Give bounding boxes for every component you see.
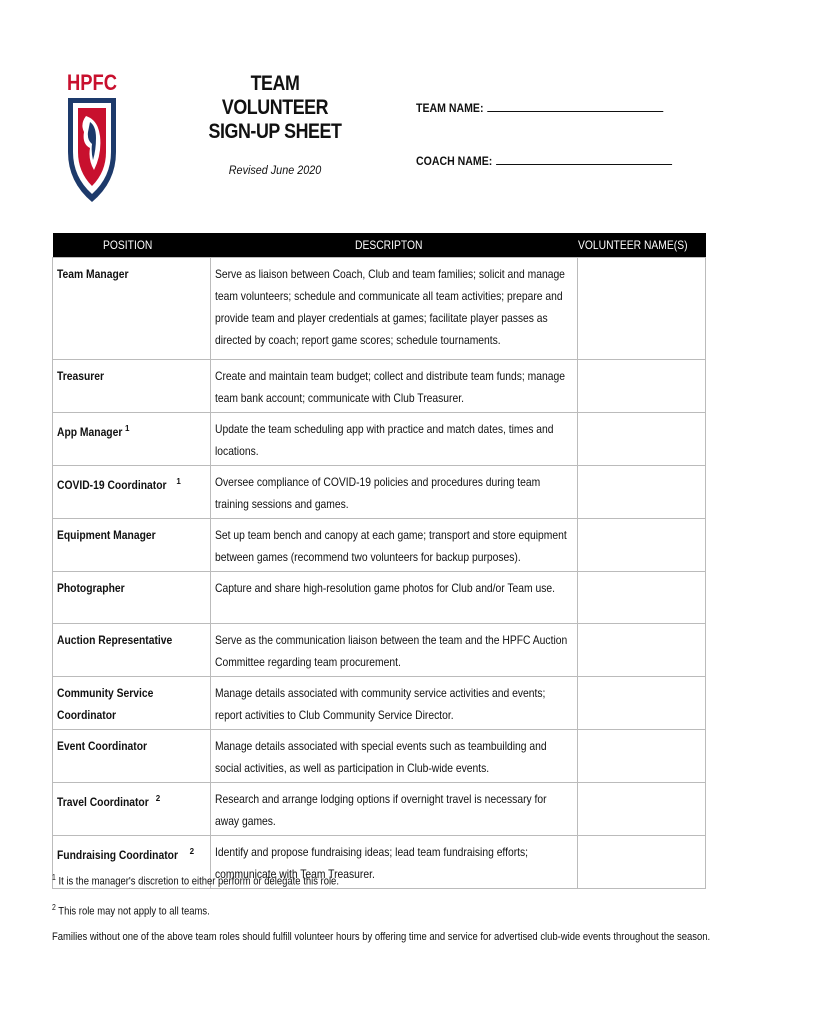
- footnotes: [52, 870, 817, 955]
- volunteer-name-cell[interactable]: [577, 730, 705, 783]
- position-name: App Manager: [57, 425, 123, 439]
- volunteer-name-cell[interactable]: [577, 360, 705, 413]
- position-cell: [53, 360, 211, 413]
- table-row: [53, 360, 706, 413]
- position-name: Fundraising Coordinator: [57, 848, 178, 862]
- description-text: Update the team scheduling app with practice and match dates, times and locations.: [215, 422, 554, 458]
- footnote-marker: 1: [125, 424, 130, 433]
- position-name: Equipment Manager: [57, 528, 156, 542]
- table-row: [53, 783, 706, 836]
- table-row: [53, 413, 706, 466]
- position-cell: [53, 677, 211, 730]
- position-cell: [53, 413, 211, 466]
- description-cell: [211, 624, 578, 677]
- position-name: Event Coordinator: [57, 739, 148, 753]
- column-header-volunteer: VOLUNTEER NAME(S): [577, 233, 705, 258]
- coach-name-label: COACH NAME:: [416, 154, 493, 168]
- description-text: Oversee compliance of COVID-19 policies and procedures during team training sessions and games.: [215, 475, 541, 511]
- column-header-description: DESCRIPTON: [211, 233, 578, 258]
- volunteer-name-cell[interactable]: [577, 624, 705, 677]
- position-cell: [53, 519, 211, 572]
- description-text: Serve as liaison between Coach, Club and team families; solicit and manage team volunteers; schedule and communicate all team activities; prepare and provide team and player credentials at games; facilitate player passes as directed by coach; report game scores; schedule tournaments.: [215, 267, 565, 347]
- description-cell: [211, 783, 578, 836]
- table-row: [53, 572, 706, 624]
- hpfc-logo: [64, 66, 120, 206]
- position-name: Travel Coordinator: [57, 795, 149, 809]
- description-cell: [211, 360, 578, 413]
- footnote-2: $^2$ This role may not apply to all teams.: [52, 902, 210, 918]
- description-text: Set up team bench and canopy at each game; transport and store equipment between games (recommend two volunteers for backup purposes).: [215, 528, 567, 564]
- position-cell: [53, 572, 211, 624]
- description-text: Identify and propose fundraising ideas; lead team fundraising efforts; communicate with Team Treasurer.: [215, 845, 529, 881]
- position-cell: [53, 730, 211, 783]
- table-row: [53, 519, 706, 572]
- position-name: Auction Representative: [57, 633, 173, 647]
- description-text: Create and maintain team budget; collect and distribute team funds; manage team bank account; communicate with Club Treasurer.: [215, 369, 565, 405]
- footnote-marker: 1: [176, 477, 181, 486]
- description-cell: [211, 466, 578, 519]
- volunteer-name-cell[interactable]: [577, 572, 705, 624]
- footnote-1: $^1$ It is the manager's discretion to either perform or delegate this role.: [52, 873, 339, 888]
- volunteer-name-cell[interactable]: [577, 519, 705, 572]
- position-cell: [53, 258, 211, 360]
- table-row: [53, 466, 706, 519]
- position-name: COVID-19 Coordinator: [57, 478, 167, 492]
- volunteer-name-cell[interactable]: [577, 466, 705, 519]
- families-note: Families without one of the above team roles should fulfill volunteer hours by offering time and service for advertised club-wide events throughout the season.: [52, 931, 711, 944]
- description-cell: [211, 730, 578, 783]
- volunteer-name-cell[interactable]: [577, 258, 705, 360]
- revised-date: Revised June 2020: [228, 163, 322, 177]
- volunteer-table: [52, 233, 706, 889]
- volunteer-name-cell[interactable]: [577, 413, 705, 466]
- table-row: [53, 730, 706, 783]
- team-name-field: [416, 101, 663, 115]
- description-cell: [211, 258, 578, 360]
- description-text: Manage details associated with special events such as teambuilding and social activities, as well as participation in Club-wide events.: [215, 739, 547, 775]
- position-name: Community Service Coordinator: [57, 686, 154, 722]
- team-name-label: TEAM NAME:: [416, 101, 484, 115]
- coach-name-field: [416, 154, 672, 168]
- table-row: [53, 624, 706, 677]
- description-cell: [211, 677, 578, 730]
- team-name-blank[interactable]: [487, 101, 663, 112]
- description-cell: [211, 519, 578, 572]
- description-text: Capture and share high-resolution game photos for Club and/or Team use.: [215, 581, 556, 595]
- description-text: Manage details associated with community service activities and events; report activities to Club Community Service Director.: [215, 686, 546, 722]
- footnote-marker: 2: [189, 847, 195, 856]
- title-line-2: SIGN-UP SHEET: [208, 120, 342, 143]
- description-text: Research and arrange lodging options if overnight travel is necessary for away games.: [215, 792, 547, 828]
- table-row: [53, 258, 706, 360]
- column-header-position: POSITION: [53, 233, 211, 258]
- position-cell: [53, 783, 211, 836]
- svg-text:HPFC: HPFC: [67, 70, 118, 95]
- volunteer-name-cell[interactable]: [577, 783, 705, 836]
- footnote-marker: 2: [155, 794, 161, 803]
- description-cell: [211, 572, 578, 624]
- description-text: Serve as the communication liaison between the team and the HPFC Auction Committee regarding team procurement.: [215, 633, 568, 669]
- position-name: Team Manager: [57, 267, 129, 281]
- table-row: [53, 677, 706, 730]
- position-cell: [53, 466, 211, 519]
- description-cell: [211, 413, 578, 466]
- volunteer-name-cell[interactable]: [577, 677, 705, 730]
- position-name: Photographer: [57, 581, 125, 595]
- title-line-1: TEAM VOLUNTEER: [221, 72, 329, 119]
- position-name: Treasurer: [57, 369, 105, 383]
- table-header-row: [53, 233, 706, 258]
- coach-name-blank[interactable]: [496, 154, 672, 165]
- position-cell: [53, 624, 211, 677]
